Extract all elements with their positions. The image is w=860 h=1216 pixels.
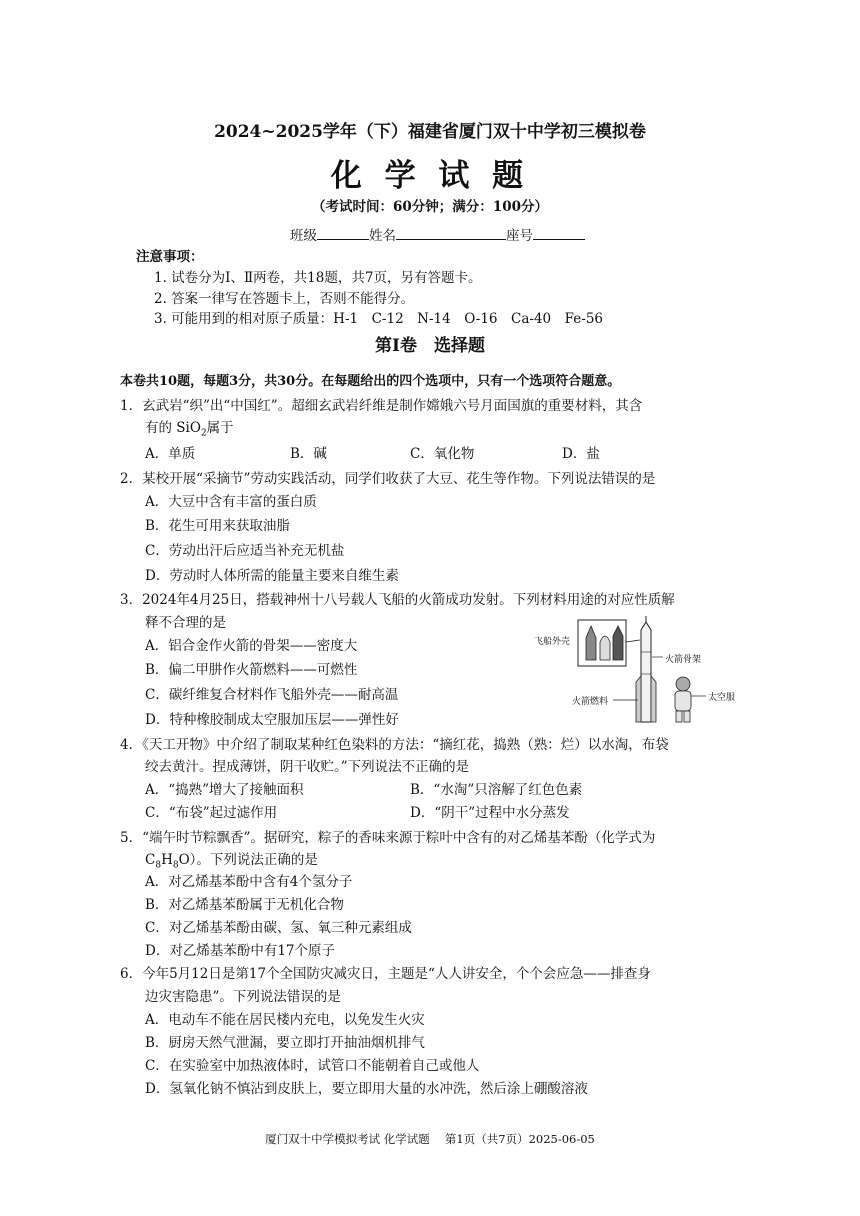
question-stem: 1．玄武岩“织”出“中国红”。超细玄武岩纤维是制作嫦娥六号月面国旗的重要材料，其含 [120, 398, 643, 414]
exam-info: （考试时间：60分钟；满分：100分） [312, 199, 548, 215]
option-a: A．大豆中含有丰富的蛋白质 [145, 494, 317, 510]
class-label: 班级 [290, 228, 317, 244]
exam-title: 2024~2025学年（下）福建省厦门双十中学初三模拟卷 [214, 122, 646, 142]
option-a: A．铝合金作火箭的骨架——密度大 [145, 638, 358, 654]
notes-title: 注意事项： [136, 249, 204, 265]
option-d: D．氢氧化钠不慎沾到皮肤上，要立即用大量的水冲洗，然后涂上硼酸溶液 [145, 1081, 588, 1097]
question-stem: 3．2024年4月25日，搭载神州十八号载人飞船的火箭成功发射。下列材料用途的对应性质解 [120, 592, 675, 608]
option-c: C．碳纤维复合材料作飞船外壳——耐高温 [145, 687, 399, 703]
chemical-formula-line: $C_8H_8O$）。下列说法正确的是 [145, 852, 318, 871]
seat-field [533, 225, 585, 240]
question-stem: 2．某校开展“采摘节”劳动实践活动，同学们收获了大豆、花生等作物。下列说法错误的是 [120, 471, 656, 487]
option-c: C．对乙烯基苯酚由碳、氢、氧三种元素组成 [145, 920, 412, 936]
option-d: D．对乙烯基苯酚中有17个原子 [145, 943, 336, 959]
rocket-illustration [528, 612, 748, 727]
seat-label: 座号 [506, 228, 533, 244]
question-stem-line2: 有的 SiO$_2$属于 [145, 420, 234, 439]
option-d: D．特种橡胶制成太空服加压层——弹性好 [145, 712, 399, 728]
option-c: C．氧化物 [410, 446, 475, 462]
name-field [396, 225, 506, 240]
option-d: D．“阴干”过程中水分蒸发 [410, 805, 570, 821]
question-stem: 6．今年5月12日是第17个全国防灾减灾日，主题是“人人讲安全，个个会应急——排查身 [120, 966, 651, 982]
question-stem: 4．《天工开物》中介绍了制取某种红色染料的方法：“摘红花，捣熟（熟：烂）以水淘，布袋 [120, 737, 669, 753]
option-d: D．劳动时人体所需的能量主要来自维生素 [145, 568, 399, 584]
option-a: A．单质 [145, 446, 196, 462]
option-b: B．花生可用来获取油脂 [145, 518, 290, 534]
option-a: A．对乙烯基苯酚中含有4个氢分子 [145, 874, 353, 890]
note-item: 1. 试卷分为Ⅰ、Ⅱ两卷，共18题，共7页，另有答题卡。 [154, 270, 482, 286]
class-field [317, 225, 369, 240]
section-title: 第Ⅰ卷 选择题 [375, 336, 485, 356]
option-c: C．在实验室中加热液体时，试管口不能朝着自己或他人 [145, 1058, 480, 1074]
figure-label: 火箭骨架 [665, 655, 702, 665]
figure-label: 太空服 [708, 693, 736, 703]
note-item: 2. 答案一律写在答题卡上，否则不能得分。 [154, 291, 415, 307]
option-c: C．劳动出汗后应适当补充无机盐 [145, 543, 345, 559]
question-stem-line2: 绞去黄汁。捏成薄饼，阴干收贮。”下列说法不正确的是 [145, 759, 470, 775]
option-c: C．“布袋”起过滤作用 [145, 805, 278, 821]
option-a: A．电动车不能在居民楼内充电，以免发生火灾 [145, 1012, 425, 1028]
name-label: 姓名 [369, 228, 396, 244]
option-b: B．碱 [290, 446, 327, 462]
figure-label: 火箭燃料 [572, 697, 609, 707]
subject-title: 化 学 试 题 [330, 158, 530, 194]
question-stem-line2: 边灾害隐患”。下列说法错误的是 [145, 989, 341, 1005]
option-d: D．盐 [562, 446, 600, 462]
option-b: B．厨房天然气泄漏，要立即打开抽油烟机排气 [145, 1035, 425, 1051]
figure-label: 飞船外壳 [534, 637, 571, 647]
option-b: B．对乙烯基苯酚属于无机化合物 [145, 897, 344, 913]
option-b: B．“水淘”只溶解了红色色素 [410, 782, 583, 798]
student-info-line [290, 224, 585, 244]
option-b: B．偏二甲肼作火箭燃料——可燃性 [145, 662, 358, 678]
question-stem-line2: 释不合理的是 [145, 615, 226, 631]
rocket-figure [528, 612, 748, 727]
page-footer: 厦门双十中学模拟考试 化学试题 第1页（共7页）2025-06-05 [265, 1132, 595, 1146]
question-stem: 5．“端午时节粽飘香”。据研究，粽子的香味来源于粽叶中含有的对乙烯基苯酚（化学式为 [120, 830, 656, 846]
note-item: 3. 可能用到的相对原子质量：H-1 C-12 N-14 O-16 Ca-40 Fe-56 [154, 311, 603, 327]
option-a: A．“捣熟”增大了接触面积 [145, 782, 304, 798]
section-instruction: 本卷共10题，每题3分，共30分。在每题给出的四个选项中，只有一个选项符合题意。 [120, 374, 621, 389]
